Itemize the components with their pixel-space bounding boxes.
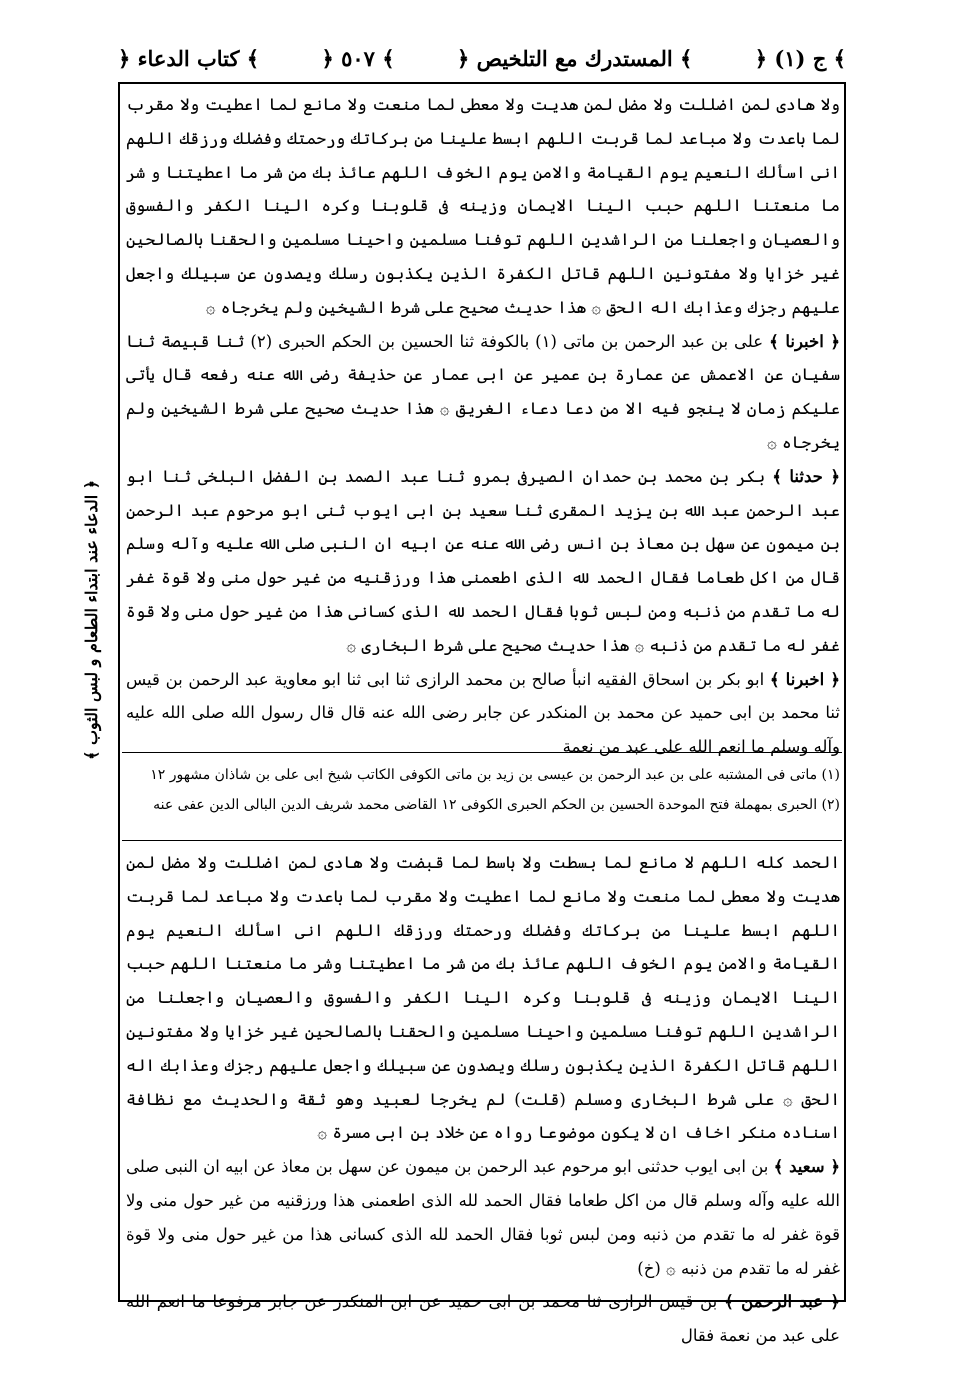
paragraph-text: ابو بكر بن اسحاق الفقيه انبأ صالح بن محمد الرازى ثنا ابى ثنا ابو معاوية عبد الرحمن بن قيس ثنا محمد بن ابى حميد عن محمد بن المنكدر عن جابر رضى الله عنه قال قال رسول الله صلى الله عليه وآله وسلم ما انعم الله على عبد من نعمة [126,669,840,757]
paragraph [126,460,840,663]
book-title: ﴿ المستدرك مع التلخيص ﴾ [456,45,693,71]
paragraph [126,325,840,460]
paragraph [126,88,840,325]
chapter-title: ﴿ كتاب الدعاء ﴾ [118,45,260,71]
narration-lead: ﴿ اخبرنا ﴾ [769,669,840,689]
paragraph-text: بن ابى ايوب حدثنى ابو مرحوم عبد الرحمن بن ميمون عن سهل بن معاذ عن ابيه ان النبى صلى الله عليه وآله وسلم قال من اكل طعاما فقال الحمد لله الذى اطعمنى هذا ورزقنيه من غير حول منى ولا قوة غفر له ما تقدم من ذنبه ومن لبس ثوبا فقال الحمد لله الذى كسانى هذا من غير حول منى ولا قوة غفر له ما تقدم من ذنبه ۞ (خ) [126,1157,840,1278]
narration-lead: ﴿ حدثنا ﴾ [772,466,840,486]
paragraph [126,1285,840,1353]
paragraph-text: على بن عبد الرحمن بن ماتى (١) بالكوفة ثنا الحسين بن الحكم الحبرى (٢) ثنا قبيصة ثنا سفيان عن الاعمش عن عمارة بن عمير عن ابى عمار عن حذيفة رضى الله عنه رفعه قال يأتى عليكم زمان لا ينجو فيه الا من دعا دعاء الغريق ۞ هذا حديث صحيح على شرط الشيخين ولم يخرجاه ۞ [126,331,840,452]
paragraph-text: الحمد كله اللهم لا مانع لما بسطت ولا باسط لما قبضت ولا هادى لمن اضللت ولا مضل لمن هديت ولا معطى لما منعت ولا مانع لما اعطيت ولا مقرب لما باعدت ولا مباعد لما قربت اللهم ابسط علينا من بركاتك وفضلك ورحمتك ورزقك اللهم انى اسألك النعيم يوم القيامة والامن يوم الخوف اللهم عائذ بك من شر ما اعطيتنا وشر ما منعتنا اللهم حبب الينا الايمان وزينه فى قلوبنا وكره الينا الكفر والفسوق والعصيان واجعلنا من الراشدين اللهم توفنا مسلمين واحينا مسلمين والحقنا بالصالحين غير خزايا ولا مفتونين اللهم قاتل الكفرة الذين يكذبون رسلك ويصدون عن سبيلك واجعل عليهم رجزك وعذابك اله الحق ۞ على شرط البخارى ومسلم (قلت) لم يخرجا لعبيد وهو ثقة والحديث مع نظافة اسناده منكر اخاف ان لا يكون موضوعا رواه عن خلاد بن ابى مسرة ۞ [126,853,840,1143]
paragraph [126,846,840,1150]
footnote: (٢) الحبرى بمهملة فتح الموحدة الحسين بن الحكم الحبرى الكوفى ١٢ القاضى محمد شريف الدين البالى الدين عفى عنه [153,797,840,813]
narration-lead: ﴿ اخبرنا ﴾ [769,331,840,351]
footnote: (١) ماتى فى المشتبه على بن عبد الرحمن بن عيسى بن زيد بن ماتى الكوفى الكاتب شيخ ابى على بن شاذان مشهور ١٢ [150,767,840,783]
talkhis-text [126,846,840,1353]
paragraph-text: بن قيس الرازى ثنا محمد بن ابى حميد عن ابن المنكدر عن جابر مرفوعا ما انعم الله على عبد من نعمة فقال [126,1292,840,1346]
footnotes [126,760,840,820]
margin-heading: ﴿ الدعاء عند ابتداء الطعام و لبس الثوب ﴾ [82,480,101,761]
narration-lead: ﴿ سعيد ﴾ [773,1157,841,1177]
paragraph [126,663,840,764]
page-number: ﴿ ٥٠٧ ﴾ [321,45,395,71]
narration-lead: ﴿ عبد الرحمن ﴾ [724,1292,840,1312]
page-header [118,40,846,76]
main-text [126,88,840,764]
paragraph-text: بكر بن محمد بن حمدان الصيرفى بمرو ثنا عبد الصمد بن الفضل البلخى ثنا ابو عبد الرحمن عبد الله بن يزيد المقرى ثنا سعيد بن ابى ايوب ثنى ابو مرحوم عبد الرحمن بن ميمون عن سهل بن معاذ بن انس رضى الله عنه عن ابيه ان النبى صلى الله عليه وآله وسلم قال من اكل طعاما فقال الحمد لله الذى اطعمنى هذا ورزقنيه من غير حول منى ولا قوة غفر له ما تقدم من ذنبه ومن لبس ثوبا فقال الحمد لله الذى كسانى هذا من غير حول منى ولا قوة غفر له ما تقدم من ذنبه ۞ هذا حديث صحيح على شرط البخارى ۞ [126,466,840,655]
volume-label: ﴿ ج (١) ﴾ [754,45,846,71]
paragraph [126,1150,840,1285]
paragraph-text: ولا هادى لمن اضللت ولا مضل لمن هديت ولا معطى لما منعت ولا مانع لما اعطيت ولا مقرب لما باعدت ولا مباعد لما قربت اللهم ابسط علينا من بركاتك ورحمتك وفضلك ورزقك اللهم انى اسألك النعيم يوم القيامة والامن يوم الخوف اللهم عائذ بك من شر ما اعطيتنا و شر ما منعتنا اللهم حبب الينا الايمان وزينه فى قلوبنا وكره الينا الكفر والفسوق والعصيان واجعلنا من الراشدين اللهم توفنا مسلمين واحينا مسلمين والحقنا بالصالحين غير خزايا ولا مفتونين اللهم قاتل الكفرة الذين يكذبون رسلك ويصدون عن سبيلك واجعل عليهم رجزك وعذابك اله الحق ۞ هذا حديث صحيح على شرط الشيخين ولم يخرجاه ۞ [126,95,840,317]
footnote-divider [122,752,842,753]
section-divider [122,840,842,841]
